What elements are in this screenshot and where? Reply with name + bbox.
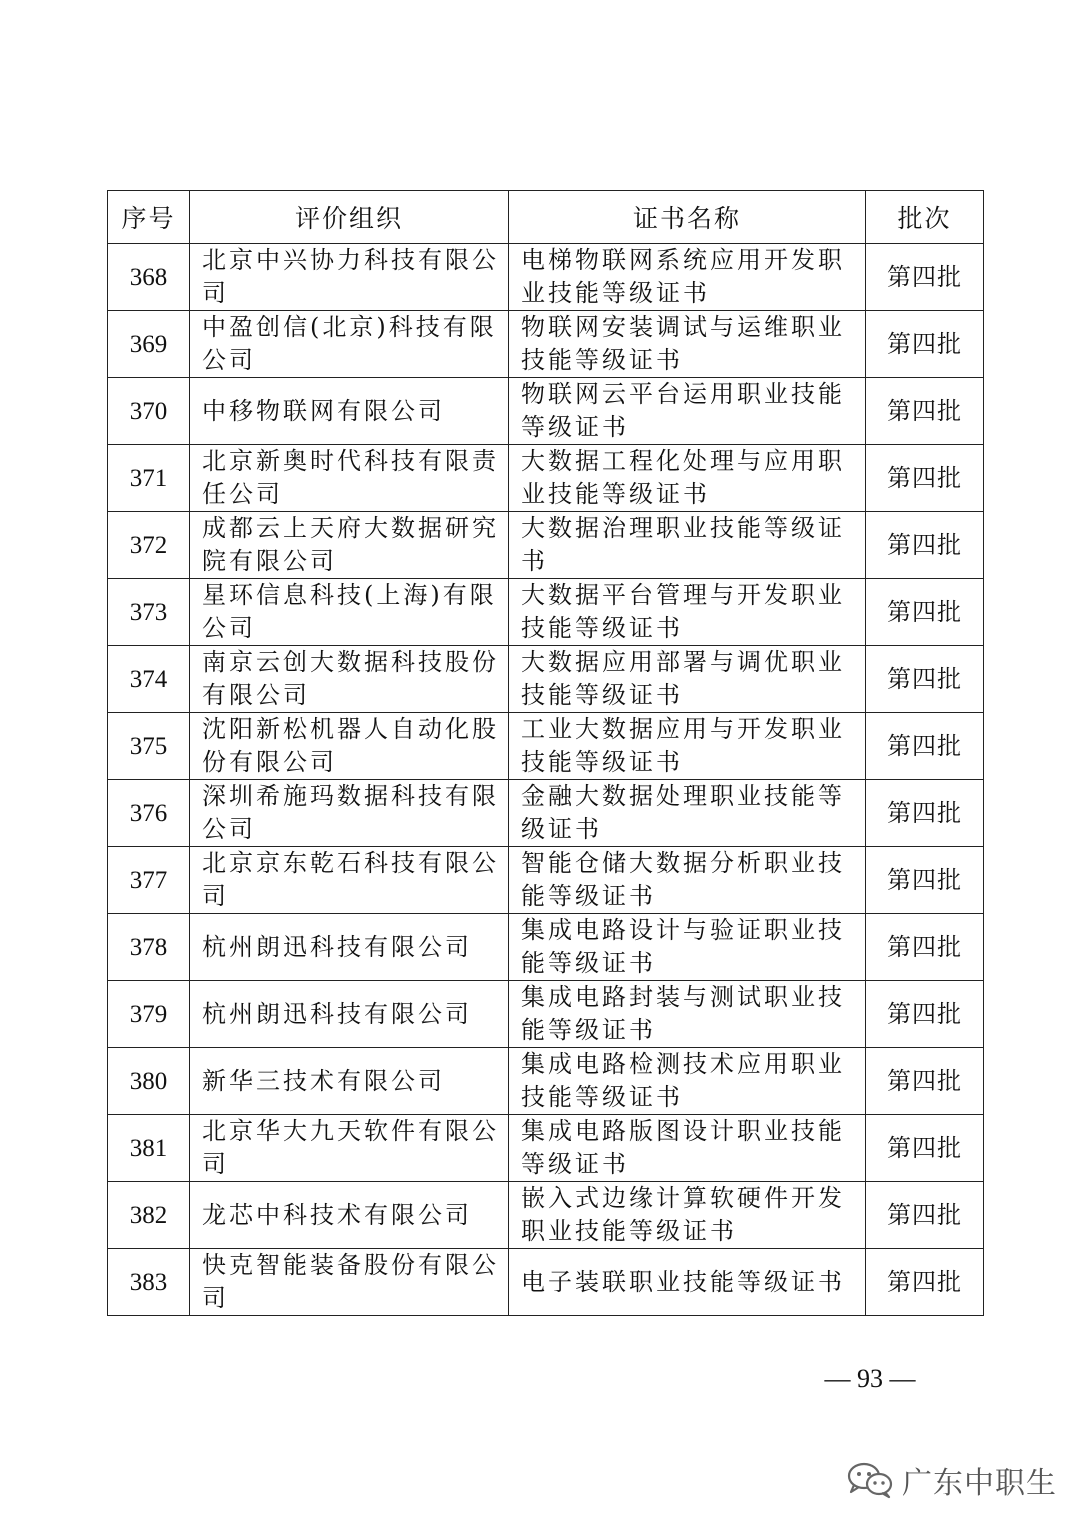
row-number: 369 [108, 311, 190, 378]
table-row [108, 713, 984, 780]
table-row [108, 1115, 984, 1182]
certificate-table [107, 190, 984, 1316]
row-certificate: 智能仓储大数据分析职业技能等级证书 [509, 847, 866, 914]
table-row [108, 780, 984, 847]
row-number: 368 [108, 244, 190, 311]
table-row [108, 1048, 984, 1115]
row-certificate: 大数据工程化处理与应用职业技能等级证书 [509, 445, 866, 512]
row-batch: 第四批 [866, 1182, 984, 1249]
row-certificate: 集成电路检测技术应用职业技能等级证书 [509, 1048, 866, 1115]
row-certificate: 电梯物联网系统应用开发职业技能等级证书 [509, 244, 866, 311]
row-number: 383 [108, 1249, 190, 1316]
row-organization: 北京中兴协力科技有限公司 [190, 244, 509, 311]
table-row [108, 311, 984, 378]
row-batch: 第四批 [866, 646, 984, 713]
table-row [108, 512, 984, 579]
header-batch: 批次 [866, 191, 984, 244]
row-certificate: 物联网安装调试与运维职业技能等级证书 [509, 311, 866, 378]
row-batch: 第四批 [866, 981, 984, 1048]
table-row [108, 914, 984, 981]
row-certificate: 电子装联职业技能等级证书 [509, 1249, 866, 1316]
row-organization: 南京云创大数据科技股份有限公司 [190, 646, 509, 713]
row-batch: 第四批 [866, 579, 984, 646]
row-organization: 杭州朗迅科技有限公司 [190, 914, 509, 981]
row-organization: 深圳希施玛数据科技有限公司 [190, 780, 509, 847]
table-row [108, 981, 984, 1048]
table-row [108, 378, 984, 445]
row-batch: 第四批 [866, 1048, 984, 1115]
page-number: — 93 — [824, 1364, 916, 1393]
row-batch: 第四批 [866, 311, 984, 378]
row-number: 371 [108, 445, 190, 512]
row-batch: 第四批 [866, 1249, 984, 1316]
row-number: 378 [108, 914, 190, 981]
table-header-row [108, 191, 984, 244]
row-certificate: 金融大数据处理职业技能等级证书 [509, 780, 866, 847]
row-number: 379 [108, 981, 190, 1048]
row-batch: 第四批 [866, 847, 984, 914]
row-organization: 北京京东乾石科技有限公司 [190, 847, 509, 914]
watermark-text: 广东中职生 [902, 1466, 1057, 1501]
row-certificate: 物联网云平台运用职业技能等级证书 [509, 378, 866, 445]
row-number: 374 [108, 646, 190, 713]
row-certificate: 集成电路封装与测试职业技能等级证书 [509, 981, 866, 1048]
row-number: 381 [108, 1115, 190, 1182]
row-organization: 北京新奥时代科技有限责任公司 [190, 445, 509, 512]
row-batch: 第四批 [866, 512, 984, 579]
table-row [108, 1182, 984, 1249]
wechat-icon [846, 1460, 894, 1500]
row-batch: 第四批 [866, 914, 984, 981]
table-row [108, 646, 984, 713]
row-certificate: 嵌入式边缘计算软硬件开发职业技能等级证书 [509, 1182, 866, 1249]
row-batch: 第四批 [866, 1115, 984, 1182]
row-organization: 龙芯中科技术有限公司 [190, 1182, 509, 1249]
row-batch: 第四批 [866, 713, 984, 780]
row-number: 376 [108, 780, 190, 847]
row-organization: 中盈创信(北京)科技有限公司 [190, 311, 509, 378]
row-number: 380 [108, 1048, 190, 1115]
row-certificate: 集成电路版图设计职业技能等级证书 [509, 1115, 866, 1182]
row-organization: 北京华大九天软件有限公司 [190, 1115, 509, 1182]
row-number: 382 [108, 1182, 190, 1249]
row-batch: 第四批 [866, 780, 984, 847]
row-organization: 沈阳新松机器人自动化股份有限公司 [190, 713, 509, 780]
table-row [108, 1249, 984, 1316]
row-batch: 第四批 [866, 244, 984, 311]
table-row [108, 847, 984, 914]
row-batch: 第四批 [866, 445, 984, 512]
row-number: 370 [108, 378, 190, 445]
row-number: 373 [108, 579, 190, 646]
header-certificate: 证书名称 [509, 191, 866, 244]
row-number: 375 [108, 713, 190, 780]
row-number: 377 [108, 847, 190, 914]
table-row [108, 244, 984, 311]
row-organization: 快克智能装备股份有限公司 [190, 1249, 509, 1316]
header-organization: 评价组织 [190, 191, 509, 244]
row-certificate: 大数据平台管理与开发职业技能等级证书 [509, 579, 866, 646]
row-organization: 杭州朗迅科技有限公司 [190, 981, 509, 1048]
row-certificate: 大数据治理职业技能等级证书 [509, 512, 866, 579]
table-row [108, 579, 984, 646]
row-organization: 成都云上天府大数据研究院有限公司 [190, 512, 509, 579]
table-row [108, 445, 984, 512]
row-certificate: 集成电路设计与验证职业技能等级证书 [509, 914, 866, 981]
row-organization: 星环信息科技(上海)有限公司 [190, 579, 509, 646]
row-number: 372 [108, 512, 190, 579]
row-organization: 中移物联网有限公司 [190, 378, 509, 445]
header-number: 序号 [108, 191, 190, 244]
row-batch: 第四批 [866, 378, 984, 445]
row-certificate: 工业大数据应用与开发职业技能等级证书 [509, 713, 866, 780]
watermark [846, 1458, 1057, 1502]
row-certificate: 大数据应用部署与调优职业技能等级证书 [509, 646, 866, 713]
certificate-table-container [107, 190, 983, 1316]
row-organization: 新华三技术有限公司 [190, 1048, 509, 1115]
